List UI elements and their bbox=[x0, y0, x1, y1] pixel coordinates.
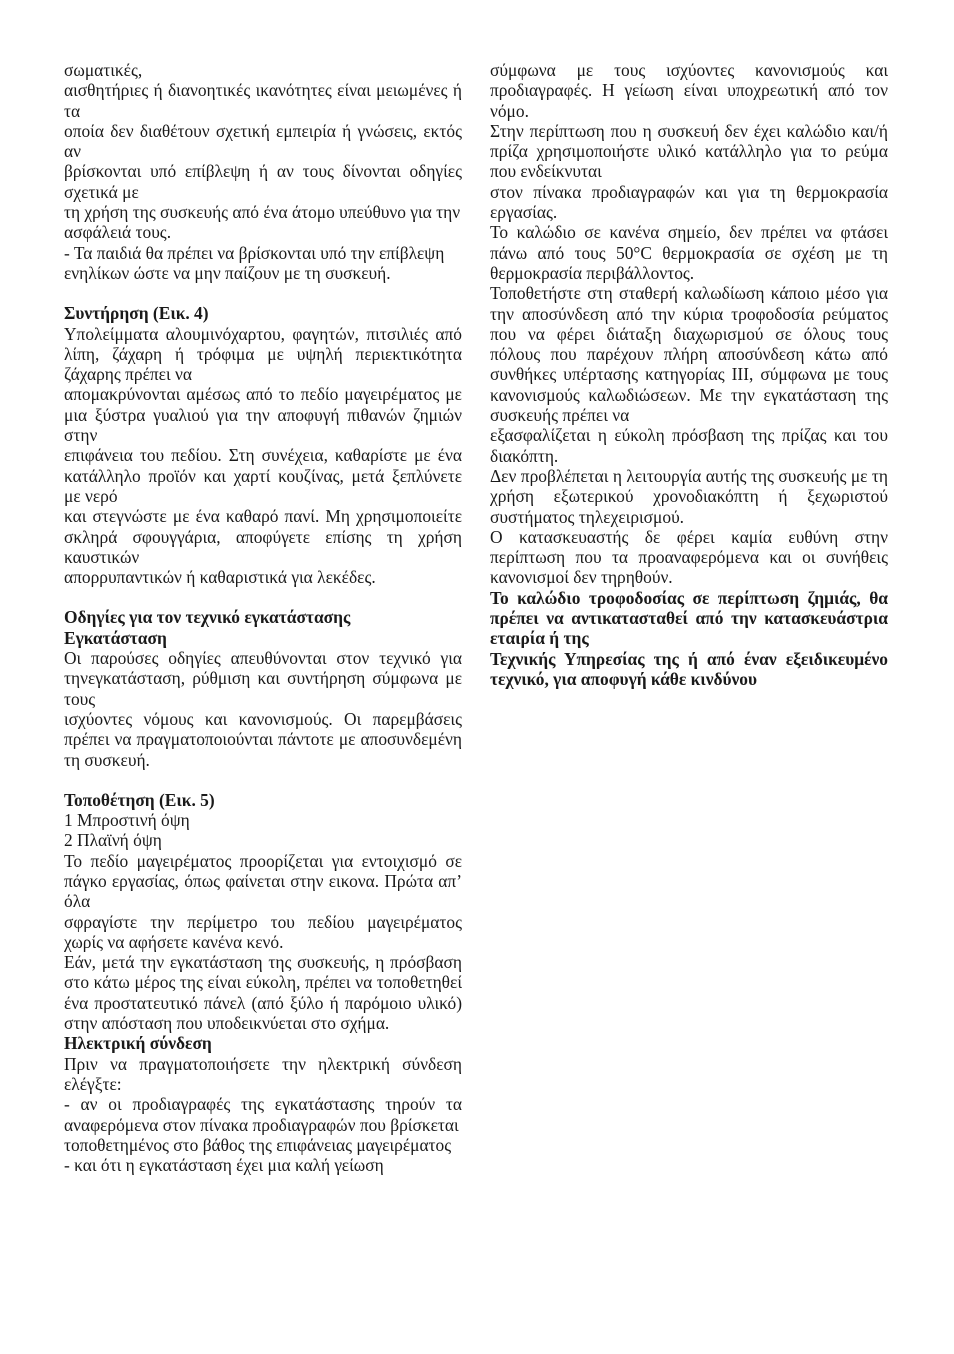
paragraph: εξασφαλίζεται η εύκολη πρόσβαση της πρίζας και του διακόπτη. bbox=[490, 425, 888, 466]
paragraph: αισθητήριες ή διανοητικές ικανότητες είναι μειωμένες ή τα bbox=[64, 80, 462, 121]
paragraph: και στεγνώστε με ένα καθαρό πανί. Μη χρησιμοποιείτε σκληρά σφουγγάρια, αποφύγετε επίσης τη χρήση καυστικών bbox=[64, 506, 462, 567]
paragraph: Υπολείμματα αλουμινόχαρτου, φαγητών, πιτσιλιές από λίπη, ζάχαρη ή τρόφιμα με υψηλή περιεκτικότητα ζάχαρης πρέπει να bbox=[64, 323, 462, 385]
paragraph: στον πίνακα προδιαγραφών και για τη θερμοκρασία εργασίας. bbox=[490, 181, 888, 223]
warning-paragraph: Το καλώδιο τροφοδοσίας σε περίπτωση ζημιάς, θα πρέπει να αντικατασταθεί από την κατασκευάστρια εταιρία ή της bbox=[490, 587, 888, 649]
heading-maintenance: Συντήρηση (Εικ. 4) bbox=[64, 303, 209, 324]
paragraph: Τοποθετήστε στη σταθερή καλωδίωση κάποιο μέσο για την αποσύνδεση από την κύρια τροφοδοσία ρεύματος που να φέρει διάταξη διαχωρισμού σε όλους τους πόλους που παρέχουν πλήρη αποσύνδεση κάτω από συνθήκες υπέρτασης κατηγορίας III, σύμφωνα με τους κανονισμούς καλωδιώσεων. Με την εγκατάσταση της συσκευής πρέπει να bbox=[490, 283, 888, 426]
paragraph: σωματικές, bbox=[64, 60, 143, 80]
heading-installer-instructions: Οδηγίες για τον τεχνικό εγκατάστασης bbox=[64, 607, 351, 628]
paragraph: ασφάλειά τους. bbox=[64, 222, 172, 243]
paragraph: ισχύοντες νόμους και κανονισμούς. Οι παρεμβάσεις πρέπει να πραγματοποιούνται πάντοτε με αποσυνδεμένη τη συσκευή. bbox=[64, 708, 462, 770]
warning-paragraph: Τεχνικής Υπηρεσίας της ή από έναν εξειδικευμένο τεχνικό, για αποφυγή κάθε κινδύνου bbox=[490, 648, 888, 689]
paragraph: Ο κατασκευαστής δε φέρει καμία ευθύνη στην περίπτωση που τα προαναφερόμενα και οι συνήθεις κανονισμοί δεν τηρηθούν. bbox=[490, 526, 888, 588]
paragraph: 1 Μπροστινή όψη bbox=[64, 810, 190, 831]
paragraph: επιφάνεια του πεδίου. Στη συνέχεια, καθαρίστε με ένα κατάλληλο προϊόν και χαρτί κουζίνας, μετά ξεπλύνετε με νερό bbox=[64, 445, 462, 506]
left-column bbox=[64, 60, 462, 1175]
heading-electrical-connection: Ηλεκτρική σύνδεση bbox=[64, 1033, 212, 1054]
paragraph: Δεν προβλέπεται η λειτουργία αυτής της συσκευής με τη χρήση εξωτερικού χρονοδιακόπτη ή ξεχωριστού συστήματος τηλεχειρισμού. bbox=[490, 465, 888, 527]
paragraph: οποία δεν διαθέτουν σχετική εμπειρία ή γνώσεις, εκτός αν bbox=[64, 120, 462, 162]
paragraph: βρίσκονται υπό επίβλεψη ή αν τους δίνονται οδηγίες σχετικά με bbox=[64, 161, 462, 202]
heading-placement: Τοποθέτηση (Εικ. 5) bbox=[64, 789, 215, 810]
paragraph: τη χρήση της συσκευής από ένα άτομο υπεύθυνο για την bbox=[64, 202, 461, 223]
paragraph: σύμφωνα με τους ισχύοντες κανονισμούς και προδιαγραφές. Η γείωση είναι υποχρεωτική από τον νόμο. bbox=[490, 60, 888, 121]
paragraph: Πριν να πραγματοποιήσετε την ηλεκτρική σύνδεση ελέγξτε: bbox=[64, 1053, 462, 1094]
paragraph: σφραγίστε την περίμετρο του πεδίου μαγειρέματος χωρίς να αφήσετε κανένα κενό. bbox=[64, 911, 462, 952]
paragraph: Στην περίπτωση που η συσκευή δεν έχει καλώδιο και/ή πρίζα χρησιμοποιήστε υλικό κατάλληλο για το ρεύμα που ενδείκνυται bbox=[490, 120, 888, 182]
paragraph: Το καλώδιο σε κανένα σημείο, δεν πρέπει να φτάσει πάνω από τους 50°C θερμοκρασία σε σχέση με τη θερμοκρασία περιβάλλοντος. bbox=[490, 222, 888, 283]
paragraph: Οι παρούσες οδηγίες απευθύνονται στον τεχνικό για τηνεγκατάσταση, ρύθμιση και συντήρηση σύμφωνα με τους bbox=[64, 648, 462, 709]
paragraph: απομακρύνονται αμέσως από το πεδίο μαγειρέματος με μια ξύστρα γυαλιού για την αποφυγή πιθανών ζημιών στην bbox=[64, 384, 462, 446]
paragraph: - Τα παιδιά θα πρέπει να βρίσκονται υπό την επίβλεψη bbox=[64, 242, 445, 263]
right-column bbox=[490, 60, 888, 689]
paragraph: 2 Πλαϊνή όψη bbox=[64, 830, 162, 851]
paragraph: ενηλίκων ώστε να μην παίζουν με τη συσκευή. bbox=[64, 262, 391, 283]
paragraph: Το πεδίο μαγειρέματος προορίζεται για εντοιχισμό σε πάγκο εργασίας, όπως φαίνεται στην εικονα. Πρώτα απ’ όλα bbox=[64, 850, 462, 912]
paragraph: - αν οι προδιαγραφές της εγκατάστασης τηρούν τα αναφερόμενα στον πίνακα προδιαγραφών που βρίσκεται bbox=[64, 1094, 462, 1135]
paragraph: - και ότι η εγκατάσταση έχει μια καλή γείωση bbox=[64, 1155, 384, 1176]
heading-installation: Εγκατάσταση bbox=[64, 627, 167, 648]
paragraph: Εάν, μετά την εγκατάσταση της συσκευής, η πρόσβαση στο κάτω μέρος της είναι εύκολη, πρέπει να τοποθετηθεί ένα προστατευτικό πάνελ (από ξύλο ή παρόμοιο υλικό) στην απόσταση που υποδεικνύεται στο σχήμα. bbox=[64, 952, 462, 1034]
paragraph: τοποθετημένος στο βάθος της επιφάνειας μαγειρέματος bbox=[64, 1134, 452, 1155]
paragraph: απορρυπαντικών ή καθαριστικά για λεκέδες. bbox=[64, 567, 376, 588]
